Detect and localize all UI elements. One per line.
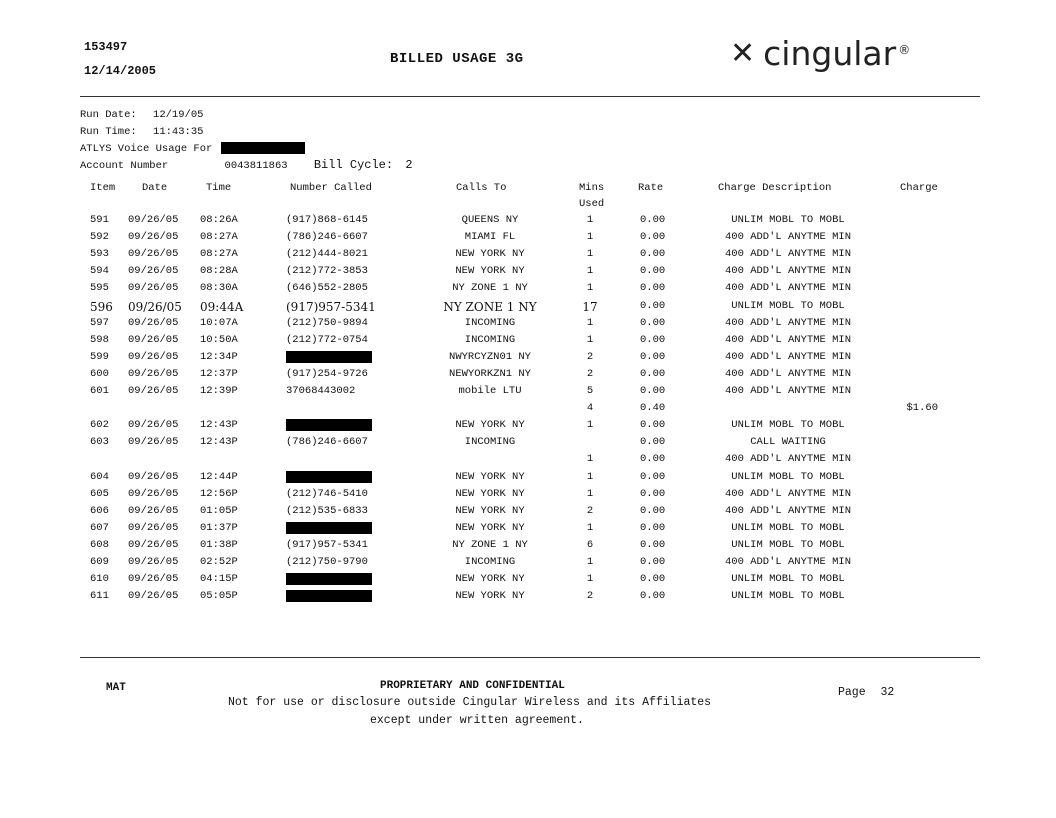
row-mins-used: 1 xyxy=(586,316,594,329)
table-row xyxy=(0,317,1056,334)
row-date: 09/26/05 xyxy=(128,419,179,432)
row-number-called xyxy=(286,573,372,586)
row-mins-used: 1 xyxy=(586,231,594,244)
col-mins-used: Used xyxy=(579,198,605,210)
row-mins-used: 2 xyxy=(586,367,594,380)
row-date: 09/26/05 xyxy=(128,350,179,363)
row-time: 12:56P xyxy=(200,487,238,500)
row-item: 611 xyxy=(90,590,109,603)
row-rate: 0.00 xyxy=(640,299,666,312)
row-date: 09/26/05 xyxy=(128,573,179,586)
row-rate: 0.00 xyxy=(640,538,666,551)
row-charge-description: 400 ADD'L ANYTME MIN xyxy=(724,333,852,346)
table-row xyxy=(0,505,1056,522)
table-row xyxy=(0,488,1056,505)
row-number-called: (212)444-8021 xyxy=(286,248,368,261)
row-date: 09/26/05 xyxy=(128,436,179,449)
row-number-called: 37068443002 xyxy=(286,385,356,397)
row-date: 09/26/05 xyxy=(128,299,182,314)
row-time: 08:28A xyxy=(200,265,238,278)
row-date: 09/26/05 xyxy=(128,385,179,397)
usage-for-label: ATLYS Voice Usage For xyxy=(80,142,213,155)
row-mins-used: 1 xyxy=(586,487,594,500)
row-calls-to: NEW YORK NY xyxy=(455,504,525,517)
table-row xyxy=(0,453,1056,470)
table-row xyxy=(0,214,1056,231)
row-mins-used: 1 xyxy=(586,248,594,261)
table-row xyxy=(0,402,1056,419)
row-item: 609 xyxy=(90,556,109,568)
row-charge: $1.60 xyxy=(906,402,938,415)
row-mins-used: 1 xyxy=(586,556,594,568)
col-mins: Mins xyxy=(579,182,605,194)
row-number-called: (212)746-5410 xyxy=(286,487,368,500)
row-calls-to: NWYRCYZN01 NY xyxy=(449,350,531,363)
row-time: 04:15P xyxy=(200,573,238,586)
run-time-value: 11:43:35 xyxy=(153,126,204,138)
row-rate: 0.00 xyxy=(640,556,666,568)
row-calls-to: NEW YORK NY xyxy=(455,265,525,278)
row-time: 08:30A xyxy=(200,282,238,295)
footer-title: PROPRIETARY AND CONFIDENTIAL xyxy=(380,680,565,692)
row-mins-used: 1 xyxy=(586,573,594,586)
row-calls-to: INCOMING xyxy=(464,556,516,568)
row-charge-description: 400 ADD'L ANYTME MIN xyxy=(724,504,852,517)
row-calls-to: NEW YORK NY xyxy=(455,248,525,261)
row-charge-description: UNLIM MOBL TO MOBL xyxy=(731,419,845,432)
row-mins-used: 17 xyxy=(582,299,598,314)
row-date: 09/26/05 xyxy=(128,265,179,278)
page-label: Page xyxy=(838,686,866,699)
row-time: 08:26A xyxy=(200,214,238,226)
row-number-called xyxy=(286,351,372,364)
col-calls-to: Calls To xyxy=(456,182,507,194)
run-date-label: Run Date: xyxy=(80,109,137,121)
row-number-called: (786)246-6607 xyxy=(286,436,368,449)
row-calls-to: NEWYORKZN1 NY xyxy=(449,367,531,380)
row-number-called: (646)552-2805 xyxy=(286,282,368,295)
row-mins-used: 6 xyxy=(586,538,594,551)
redaction-block xyxy=(286,573,372,585)
row-calls-to: NEW YORK NY xyxy=(455,573,525,586)
row-mins-used: 1 xyxy=(586,282,594,295)
row-number-called: (212)772-0754 xyxy=(286,333,368,346)
table-row xyxy=(0,471,1056,488)
row-charge-description: 400 ADD'L ANYTME MIN xyxy=(724,282,852,295)
row-charge-description: UNLIM MOBL TO MOBL xyxy=(731,299,845,312)
table-row xyxy=(0,556,1056,573)
row-calls-to: NEW YORK NY xyxy=(455,470,525,483)
run-time-label: Run Time: xyxy=(80,126,137,138)
row-calls-to: MIAMI FL xyxy=(464,231,516,244)
table-row xyxy=(0,248,1056,265)
row-mins-used: 2 xyxy=(586,504,594,517)
row-calls-to: INCOMING xyxy=(464,333,516,346)
row-charge-description: UNLIM MOBL TO MOBL xyxy=(731,470,845,483)
row-time: 12:44P xyxy=(200,470,238,483)
row-mins-used: 1 xyxy=(586,265,594,278)
row-number-called: (212)750-9894 xyxy=(286,316,368,329)
row-calls-to: NEW YORK NY xyxy=(455,419,525,432)
row-mins-used: 1 xyxy=(586,470,594,483)
row-date: 09/26/05 xyxy=(128,521,179,534)
row-date: 09/26/05 xyxy=(128,231,179,244)
row-number-called xyxy=(286,471,372,484)
row-item: 593 xyxy=(90,248,109,261)
row-charge-description: 400 ADD'L ANYTME MIN xyxy=(724,231,852,244)
row-date: 09/26/05 xyxy=(128,367,179,380)
row-time: 10:07A xyxy=(200,316,238,329)
cingular-logo xyxy=(730,34,910,73)
row-item: 597 xyxy=(90,316,109,329)
col-charge: Charge xyxy=(900,182,938,194)
row-mins-used: 1 xyxy=(586,419,594,432)
row-time: 01:38P xyxy=(200,538,238,551)
row-date: 09/26/05 xyxy=(128,470,179,483)
footer-agreement: except under written agreement. xyxy=(370,714,584,727)
row-number-called xyxy=(286,522,372,535)
row-item: 607 xyxy=(90,521,109,534)
row-rate: 0.00 xyxy=(640,282,666,295)
row-charge-description: 400 ADD'L ANYTME MIN xyxy=(724,350,852,363)
row-charge-description: UNLIM MOBL TO MOBL xyxy=(731,214,845,226)
table-row xyxy=(0,573,1056,590)
row-charge-description: 400 ADD'L ANYTME MIN xyxy=(724,556,852,568)
row-date: 09/26/05 xyxy=(128,248,179,261)
row-item: 608 xyxy=(90,538,109,551)
row-rate: 0.00 xyxy=(640,316,666,329)
row-date: 09/26/05 xyxy=(128,556,179,568)
header-divider xyxy=(80,96,980,97)
row-rate: 0.00 xyxy=(640,333,666,346)
row-item: 599 xyxy=(90,350,109,363)
row-date: 09/26/05 xyxy=(128,590,179,603)
table-row xyxy=(0,265,1056,282)
row-calls-to: QUEENS NY xyxy=(461,214,519,226)
row-charge-description: 400 ADD'L ANYTME MIN xyxy=(724,385,852,397)
footer-disclaimer: Not for use or disclosure outside Cingular Wireless and its Affiliates xyxy=(228,696,712,709)
row-rate: 0.00 xyxy=(640,248,666,261)
row-rate: 0.00 xyxy=(640,350,666,363)
row-calls-to: NEW YORK NY xyxy=(455,487,525,500)
row-date: 09/26/05 xyxy=(128,214,179,226)
footer-code: MAT xyxy=(106,682,126,694)
account-line xyxy=(80,158,413,172)
row-mins-used: 5 xyxy=(586,385,594,397)
table-row xyxy=(0,334,1056,351)
col-charge-description: Charge Description xyxy=(718,182,832,194)
row-rate: 0.00 xyxy=(640,470,666,483)
table-row xyxy=(0,590,1056,607)
row-charge-description: 400 ADD'L ANYTME MIN xyxy=(724,367,852,380)
redaction-block xyxy=(286,590,372,602)
row-number-called: (917)254-9726 xyxy=(286,367,368,380)
row-mins-used: 1 xyxy=(586,521,594,534)
row-time: 02:52P xyxy=(200,556,238,568)
row-date: 09/26/05 xyxy=(128,333,179,346)
redaction-block xyxy=(221,142,305,154)
row-number-called: (212)535-6833 xyxy=(286,504,368,517)
col-number-called: Number Called xyxy=(290,182,372,194)
row-item: 596 xyxy=(90,299,113,314)
row-rate: 0.00 xyxy=(640,521,666,534)
row-rate: 0.00 xyxy=(640,590,666,603)
row-mins-used: 2 xyxy=(586,350,594,363)
row-charge-description: 400 ADD'L ANYTME MIN xyxy=(724,265,852,278)
registered-mark: ® xyxy=(898,42,911,57)
redaction-block xyxy=(286,351,372,363)
redaction-block xyxy=(286,522,372,534)
row-charge-description: 400 ADD'L ANYTME MIN xyxy=(724,453,852,466)
row-rate: 0.00 xyxy=(640,231,666,244)
table-row xyxy=(0,368,1056,385)
row-time: 08:27A xyxy=(200,248,238,261)
table-row xyxy=(0,436,1056,453)
row-item: 603 xyxy=(90,436,109,449)
col-item: Item xyxy=(90,182,116,194)
col-time: Time xyxy=(206,182,232,194)
row-number-called xyxy=(286,590,372,603)
row-mins-used: 1 xyxy=(586,333,594,346)
row-mins-used: 1 xyxy=(586,214,594,226)
row-charge-description: 400 ADD'L ANYTME MIN xyxy=(724,487,852,500)
table-row xyxy=(0,385,1056,402)
row-item: 606 xyxy=(90,504,109,517)
row-charge-description: UNLIM MOBL TO MOBL xyxy=(731,590,845,603)
redaction-block xyxy=(286,471,372,483)
row-charge-description: UNLIM MOBL TO MOBL xyxy=(731,521,845,534)
usage-for-line xyxy=(80,142,305,155)
row-date: 09/26/05 xyxy=(128,504,179,517)
document-date: 12/14/2005 xyxy=(84,64,157,78)
table-row xyxy=(0,419,1056,436)
document-id: 153497 xyxy=(84,40,128,54)
row-time: 10:50A xyxy=(200,333,238,346)
logo-text: cingular xyxy=(763,34,897,73)
row-time: 01:05P xyxy=(200,504,238,517)
footer-divider xyxy=(80,657,980,658)
row-date: 09/26/05 xyxy=(128,538,179,551)
col-rate: Rate xyxy=(638,182,664,194)
row-date: 09/26/05 xyxy=(128,282,179,295)
account-label: Account Number xyxy=(80,160,169,172)
row-item: 610 xyxy=(90,573,109,586)
row-time: 12:39P xyxy=(200,385,238,397)
row-charge-description: 400 ADD'L ANYTME MIN xyxy=(724,248,852,261)
row-time: 05:05P xyxy=(200,590,238,603)
row-charge-description: UNLIM MOBL TO MOBL xyxy=(731,538,845,551)
row-number-called xyxy=(286,419,372,432)
row-charge-description: CALL WAITING xyxy=(750,436,826,449)
row-rate: 0.00 xyxy=(640,436,666,449)
row-charge-description: 400 ADD'L ANYTME MIN xyxy=(724,316,852,329)
table-row xyxy=(0,539,1056,556)
redaction-block xyxy=(286,419,372,431)
row-item: 592 xyxy=(90,231,109,244)
row-calls-to: INCOMING xyxy=(464,436,516,449)
row-rate: 0.00 xyxy=(640,214,666,226)
row-item: 605 xyxy=(90,487,109,500)
row-item: 594 xyxy=(90,265,109,278)
row-mins-used: 1 xyxy=(586,453,594,466)
row-number-called: (786)246-6607 xyxy=(286,231,368,244)
row-item: 595 xyxy=(90,282,109,295)
row-calls-to: NEW YORK NY xyxy=(455,590,525,603)
row-time: 12:43P xyxy=(200,419,238,432)
row-time: 01:37P xyxy=(200,521,238,534)
row-calls-to: INCOMING xyxy=(464,316,516,329)
page-indicator xyxy=(838,686,894,699)
row-number-called: (917)957-5341 xyxy=(286,299,376,314)
row-number-called: (917)868-6145 xyxy=(286,214,368,226)
bill-cycle-value: 2 xyxy=(405,158,413,172)
table-row xyxy=(0,231,1056,248)
table-row xyxy=(0,522,1056,539)
page-title: BILLED USAGE 3G xyxy=(390,51,524,67)
row-rate: 0.40 xyxy=(640,402,666,415)
row-time: 08:27A xyxy=(200,231,238,244)
row-mins-used: 4 xyxy=(586,402,594,415)
row-item: 601 xyxy=(90,385,109,397)
row-calls-to: NY ZONE 1 NY xyxy=(452,538,528,551)
row-time: 12:37P xyxy=(200,367,238,380)
jack-icon: ✕ xyxy=(730,36,756,71)
row-item: 598 xyxy=(90,333,109,346)
row-item: 602 xyxy=(90,419,109,432)
row-calls-to: NY ZONE 1 NY xyxy=(452,282,528,295)
row-rate: 0.00 xyxy=(640,504,666,517)
row-rate: 0.00 xyxy=(640,265,666,278)
table-row xyxy=(0,282,1056,299)
row-rate: 0.00 xyxy=(640,453,666,466)
row-calls-to: NEW YORK NY xyxy=(455,521,525,534)
row-item: 604 xyxy=(90,470,109,483)
row-item: 600 xyxy=(90,367,109,380)
row-number-called: (212)772-3853 xyxy=(286,265,368,278)
bill-cycle-label: Bill Cycle: xyxy=(313,158,394,172)
table-row xyxy=(0,351,1056,368)
account-number: 0043811863 xyxy=(224,160,288,172)
row-number-called: (212)750-9790 xyxy=(286,556,368,568)
row-time: 12:34P xyxy=(200,350,238,363)
row-item: 591 xyxy=(90,214,109,226)
col-date: Date xyxy=(142,182,168,194)
row-number-called: (917)957-5341 xyxy=(286,538,368,551)
row-calls-to: NY ZONE 1 NY xyxy=(443,299,537,314)
page-number: 32 xyxy=(880,686,895,699)
row-time: 09:44A xyxy=(200,299,244,314)
run-date-line xyxy=(80,109,203,121)
row-rate: 0.00 xyxy=(640,385,666,397)
row-rate: 0.00 xyxy=(640,487,666,500)
table-row xyxy=(0,300,1056,317)
row-date: 09/26/05 xyxy=(128,316,179,329)
row-date: 09/26/05 xyxy=(128,487,179,500)
run-time-line xyxy=(80,126,203,138)
row-rate: 0.00 xyxy=(640,573,666,586)
row-charge-description: UNLIM MOBL TO MOBL xyxy=(731,573,845,586)
row-time: 12:43P xyxy=(200,436,238,449)
run-date-value: 12/19/05 xyxy=(153,109,204,121)
row-rate: 0.00 xyxy=(640,419,666,432)
row-mins-used: 2 xyxy=(586,590,594,603)
row-rate: 0.00 xyxy=(640,367,666,380)
row-calls-to: mobile LTU xyxy=(458,385,522,397)
